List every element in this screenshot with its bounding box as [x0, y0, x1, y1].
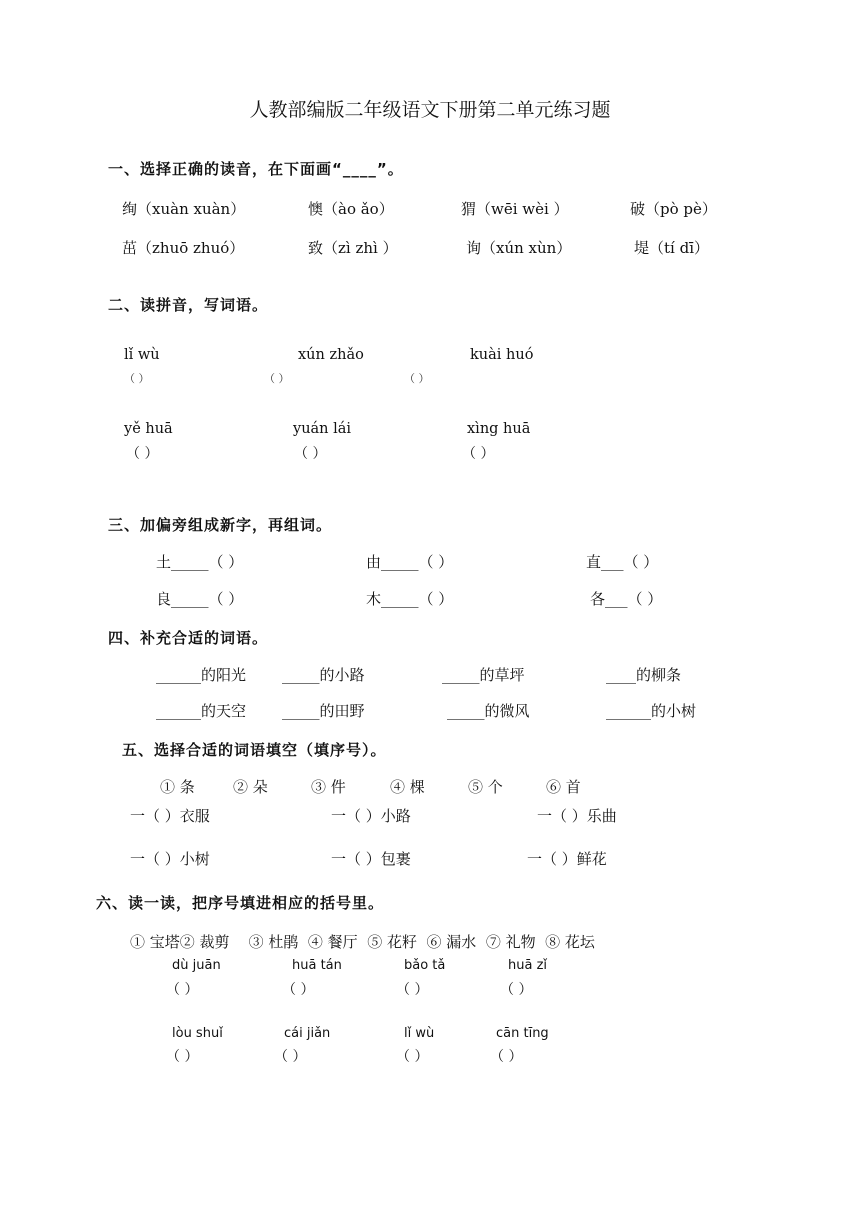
s5-option: ⑤ 个: [468, 778, 503, 796]
s4-item: ____的柳条: [606, 666, 682, 684]
answer-parens: （ ）: [166, 982, 199, 998]
pinyin: dù juān: [172, 958, 221, 973]
s1-item: 破（pò pè）: [630, 200, 717, 218]
pinyin: lǐ wù: [124, 347, 160, 363]
s1-item: 茁（zhuō zhuó）: [122, 239, 245, 257]
answer-parens: （ ）: [490, 1049, 523, 1065]
answer-parens: （ ）: [462, 446, 495, 462]
pinyin: yě huā: [124, 421, 173, 437]
s5-item: 一（ ）衣服: [130, 807, 210, 825]
s4-item: _____的田野: [282, 702, 365, 720]
s3-item: 各___（ ）: [590, 590, 663, 608]
pinyin: yuán lái: [293, 421, 352, 437]
answer-parens: （ ）: [126, 446, 159, 462]
pinyin: xún zhǎo: [298, 347, 364, 363]
s1-item: 懊（ào ǎo）: [308, 200, 394, 218]
s3-item: 由_____（ ）: [366, 553, 454, 571]
answer-parens: （ ）: [264, 372, 290, 385]
section-5-heading: 五、选择合适的词语填空（填序号）。: [122, 741, 387, 759]
s4-item: _____的小路: [282, 666, 365, 684]
s3-item: 良_____（ ）: [156, 590, 244, 608]
pinyin: huā zǐ: [508, 958, 548, 973]
pinyin: huā tán: [292, 958, 342, 973]
s5-item: 一（ ）小树: [130, 850, 210, 868]
s5-item: 一（ ）包裹: [331, 850, 411, 868]
s3-item: 土_____（ ）: [156, 553, 244, 571]
pinyin: bǎo tǎ: [404, 958, 446, 973]
s3-item: 直___（ ）: [586, 553, 659, 571]
s5-item: 一（ ）小路: [331, 807, 411, 825]
answer-parens: （ ）: [396, 982, 429, 998]
s5-option: ① 条: [160, 778, 195, 796]
answer-parens: （ ）: [294, 446, 327, 462]
section-3-heading: 三、加偏旁组成新字，再组词。: [108, 516, 333, 534]
pinyin: cān tīng: [496, 1026, 549, 1041]
s6-options: ① 宝塔② 裁剪 ③ 杜鹃 ④ 餐厅 ⑤ 花籽 ⑥ 漏水 ⑦ 礼物 ⑧ 花坛: [130, 933, 595, 951]
s5-option: ② 朵: [233, 778, 268, 796]
s4-item: ______的小树: [606, 702, 697, 720]
answer-parens: （ ）: [124, 372, 150, 385]
answer-parens: （ ）: [404, 372, 430, 385]
s5-option: ⑥ 首: [546, 778, 581, 796]
pinyin: lǐ wù: [404, 1026, 435, 1041]
s1-item: 绚（xuàn xuàn）: [122, 200, 246, 218]
pinyin: cái jiǎn: [284, 1026, 331, 1041]
s3-item: 木_____（ ）: [366, 590, 454, 608]
s5-item: 一（ ）鲜花: [527, 850, 607, 868]
pinyin: xìng huā: [467, 421, 531, 437]
section-6-heading: 六、读一读，把序号填进相应的括号里。: [96, 894, 385, 912]
section-2-heading: 二、读拼音，写词语。: [108, 296, 269, 314]
page-title: 人教部编版二年级语文下册第二单元练习题: [249, 99, 611, 121]
answer-parens: （ ）: [500, 982, 533, 998]
pinyin: kuài huó: [470, 347, 534, 363]
answer-parens: （ ）: [166, 1049, 199, 1065]
answer-parens: （ ）: [282, 982, 315, 998]
section-1-heading: 一、选择正确的读音，在下面画“____”。: [108, 160, 404, 178]
s1-item: 致（zì zhì ）: [308, 239, 398, 257]
s4-item: _____的微风: [447, 702, 530, 720]
answer-parens: （ ）: [396, 1049, 429, 1065]
s4-item: ______的天空: [156, 702, 247, 720]
s1-item: 猬（wēi wèi ）: [461, 200, 569, 218]
s5-item: 一（ ）乐曲: [537, 807, 617, 825]
s4-item: ______的阳光: [156, 666, 247, 684]
s4-item: _____的草坪: [442, 666, 525, 684]
pinyin: lòu shuǐ: [172, 1026, 223, 1041]
answer-parens: （ ）: [274, 1049, 307, 1065]
s5-option: ③ 件: [311, 778, 346, 796]
s1-item: 堤（tí dī）: [634, 239, 709, 257]
section-4-heading: 四、补充合适的词语。: [108, 629, 269, 647]
s1-item: 询（xún xùn）: [466, 239, 572, 257]
s5-option: ④ 棵: [390, 778, 425, 796]
